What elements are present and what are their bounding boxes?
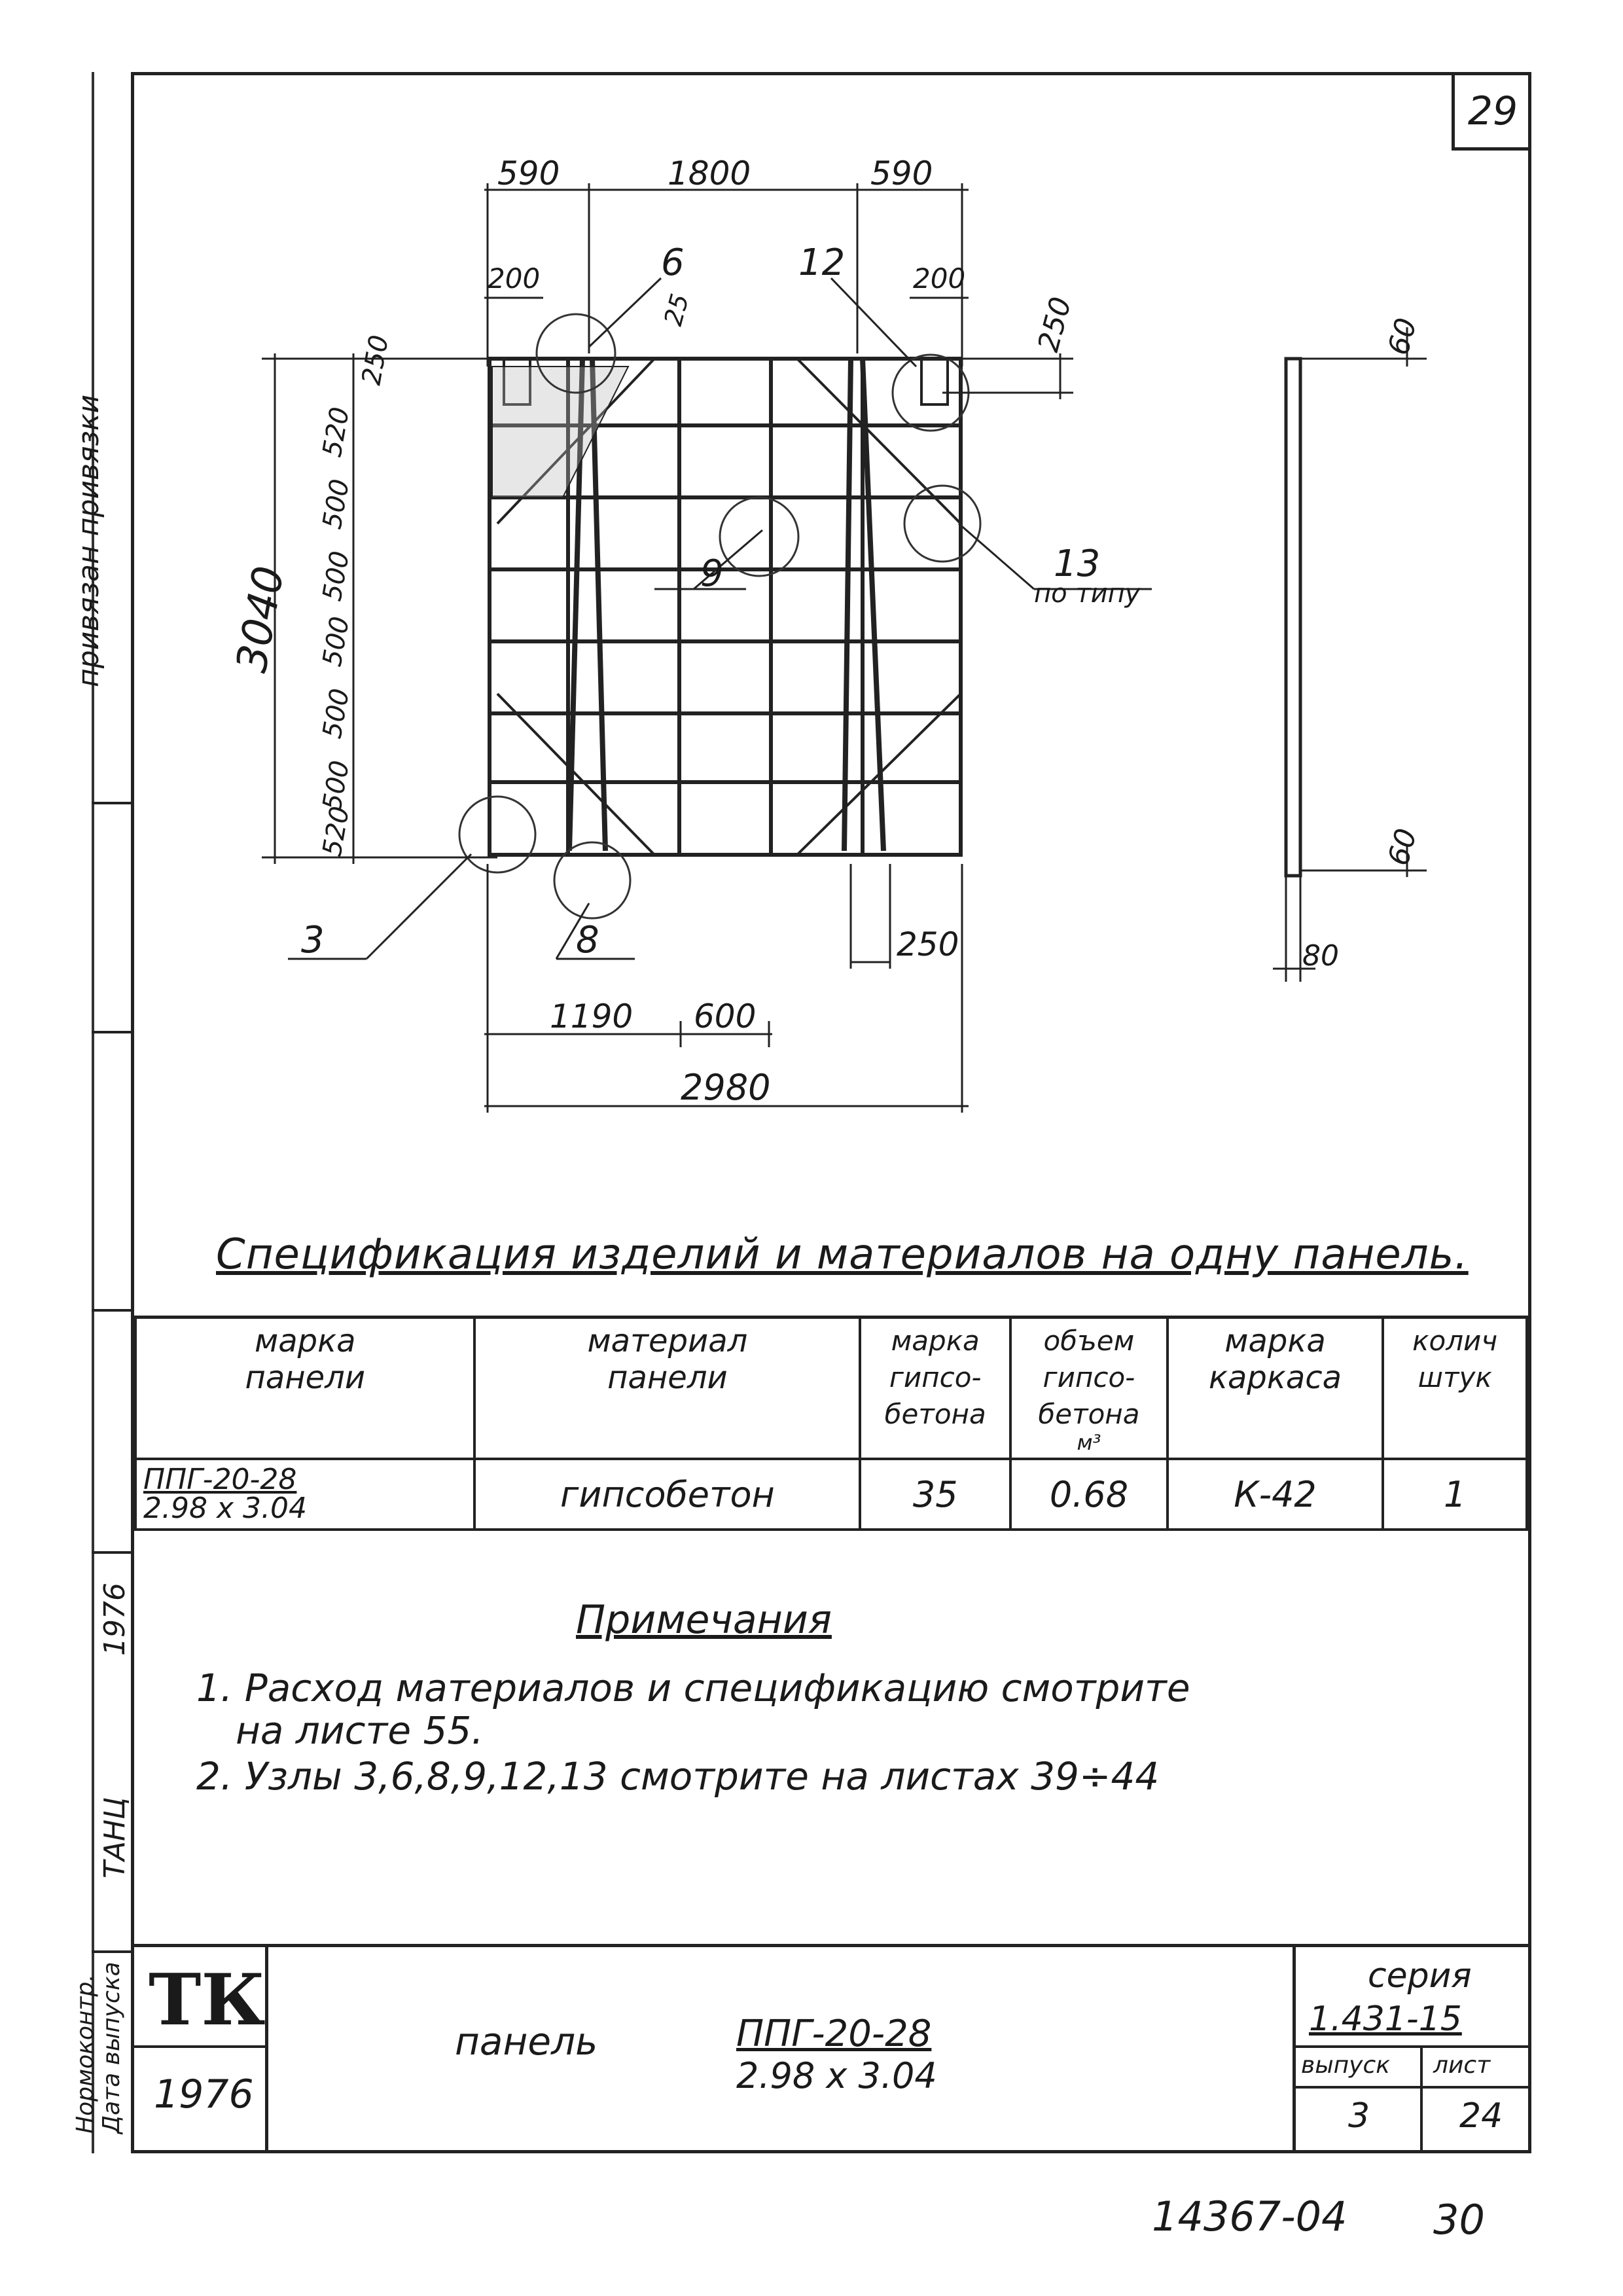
dim-left-total: 3040	[227, 562, 294, 676]
dim-25: 25	[658, 291, 695, 329]
lifting-rods	[569, 359, 883, 851]
dim-top-right: 590	[870, 154, 933, 192]
callout-13: 13	[1054, 543, 1101, 585]
dim-bottom-600: 600	[694, 997, 757, 1035]
callout-6: 6	[661, 242, 685, 284]
notes-title: Примечания	[576, 1597, 832, 1643]
cell-count: 1	[1383, 1459, 1527, 1530]
callout-9: 9	[700, 552, 724, 595]
spec-title: Спецификация изделий и материалов на одну панель.	[216, 1230, 1469, 1279]
margin-text-year: 1976	[98, 1583, 132, 1656]
logo-divider	[134, 2045, 265, 2048]
callout-12: 12	[798, 242, 846, 284]
footer-page: 30	[1433, 2196, 1485, 2244]
header-panel-mark: марка панели	[135, 1318, 474, 1460]
side-dim-top: 60	[1382, 314, 1424, 359]
series-label: серия	[1368, 1956, 1472, 1996]
series-divider	[1296, 2045, 1531, 2048]
side-dimension-lines	[1273, 327, 1427, 982]
issue-sheet-divider	[1420, 2045, 1423, 2153]
cell-frame: К-42	[1168, 1459, 1383, 1530]
title-block-series-cell	[1293, 1947, 1531, 2153]
cell-gypsum-grade: 35	[860, 1459, 1010, 1530]
issue-row-divider	[1296, 2086, 1531, 2089]
dim-top-left: 590	[497, 154, 560, 192]
cell-material: гипсобетон	[474, 1459, 860, 1530]
side-dim-thickness: 80	[1302, 939, 1339, 973]
tk-logo: ТК	[149, 1959, 266, 2041]
dim-bottom-1190: 1190	[550, 997, 633, 1035]
dim-left-row-4: 500	[317, 614, 356, 669]
dim-left-row-6: 500	[317, 758, 356, 813]
notch-right	[921, 359, 948, 404]
title-block-year: 1976	[154, 2072, 254, 2117]
dim-left-row-5: 500	[317, 686, 356, 741]
header-count: колич штук	[1383, 1318, 1527, 1460]
header-gypsum-volume: объем гипсо- бетона м³	[1010, 1318, 1168, 1460]
dim-upper-left-200: 200	[488, 262, 541, 295]
margin-divider	[92, 1551, 131, 1554]
footer-code: 14367-04	[1152, 2193, 1347, 2240]
sheet-value: 24	[1459, 2096, 1503, 2136]
margin-text-tanc: ТАНЦ	[98, 1797, 132, 1878]
dim-left-row-7: 520	[317, 804, 356, 859]
spec-table-header	[135, 1318, 1527, 1460]
note-item-1: 1. Расход материалов и спецификацию смотрите	[196, 1666, 1190, 1710]
note-item-2: 2. Узлы 3,6,8,9,12,13 смотрите на листах 39÷44	[196, 1754, 1160, 1799]
cell-panel-mark: ППГ-20-28 2.98 х 3.04	[135, 1459, 474, 1530]
issue-label: выпуск	[1301, 2052, 1391, 2079]
title-block-mark-line2: 2.98 х 3.04	[736, 2055, 937, 2096]
header-frame-mark: марка каркаса	[1168, 1318, 1383, 1460]
sheet-label: лист	[1433, 2052, 1491, 2079]
cell-volume: 0.68	[1010, 1459, 1168, 1530]
margin-text-normcontrol: Нормоконтр.	[72, 1974, 99, 2134]
title-block-name: панель	[455, 2019, 598, 2064]
margin-text-binding: привязан привязки	[72, 394, 105, 687]
header-panel-material: материал панели	[474, 1318, 860, 1460]
margin-divider	[92, 1950, 131, 1953]
note-item-1-cont: на листе 55.	[236, 1708, 484, 1753]
dim-left-row-1: 520	[317, 404, 356, 459]
side-dim-bottom: 60	[1382, 825, 1424, 869]
callout-8: 8	[576, 919, 599, 961]
series-value: 1.431-15	[1309, 2000, 1462, 2039]
title-block	[134, 1944, 1528, 2153]
dim-top-center: 1800	[668, 154, 751, 192]
sheet-number: 29	[1452, 75, 1531, 151]
margin-divider	[92, 1309, 131, 1312]
dim-250-left: 250	[356, 332, 395, 387]
title-block-logo-cell	[134, 1947, 268, 2153]
table-row	[135, 1459, 1527, 1530]
title-block-mark-line1: ППГ-20-28	[736, 2013, 932, 2055]
dim-left-row-3: 500	[317, 548, 356, 603]
issue-value: 3	[1348, 2096, 1370, 2136]
dim-bottom-250: 250	[897, 925, 959, 963]
dim-250-right: 250	[1031, 293, 1079, 355]
spec-table	[134, 1316, 1528, 1531]
margin-text-issue-date: Дата выпуска	[98, 1962, 125, 2134]
hatched-area	[492, 367, 628, 497]
side-view	[1286, 359, 1300, 876]
header-gypsum-grade: марка гипсо- бетона	[860, 1318, 1010, 1460]
dim-upper-right-200: 200	[913, 262, 966, 295]
callout-note: по типу	[1034, 579, 1141, 609]
dim-overall: 2980	[681, 1067, 771, 1108]
dim-left-row-2: 500	[317, 476, 356, 531]
callout-3: 3	[301, 919, 325, 961]
